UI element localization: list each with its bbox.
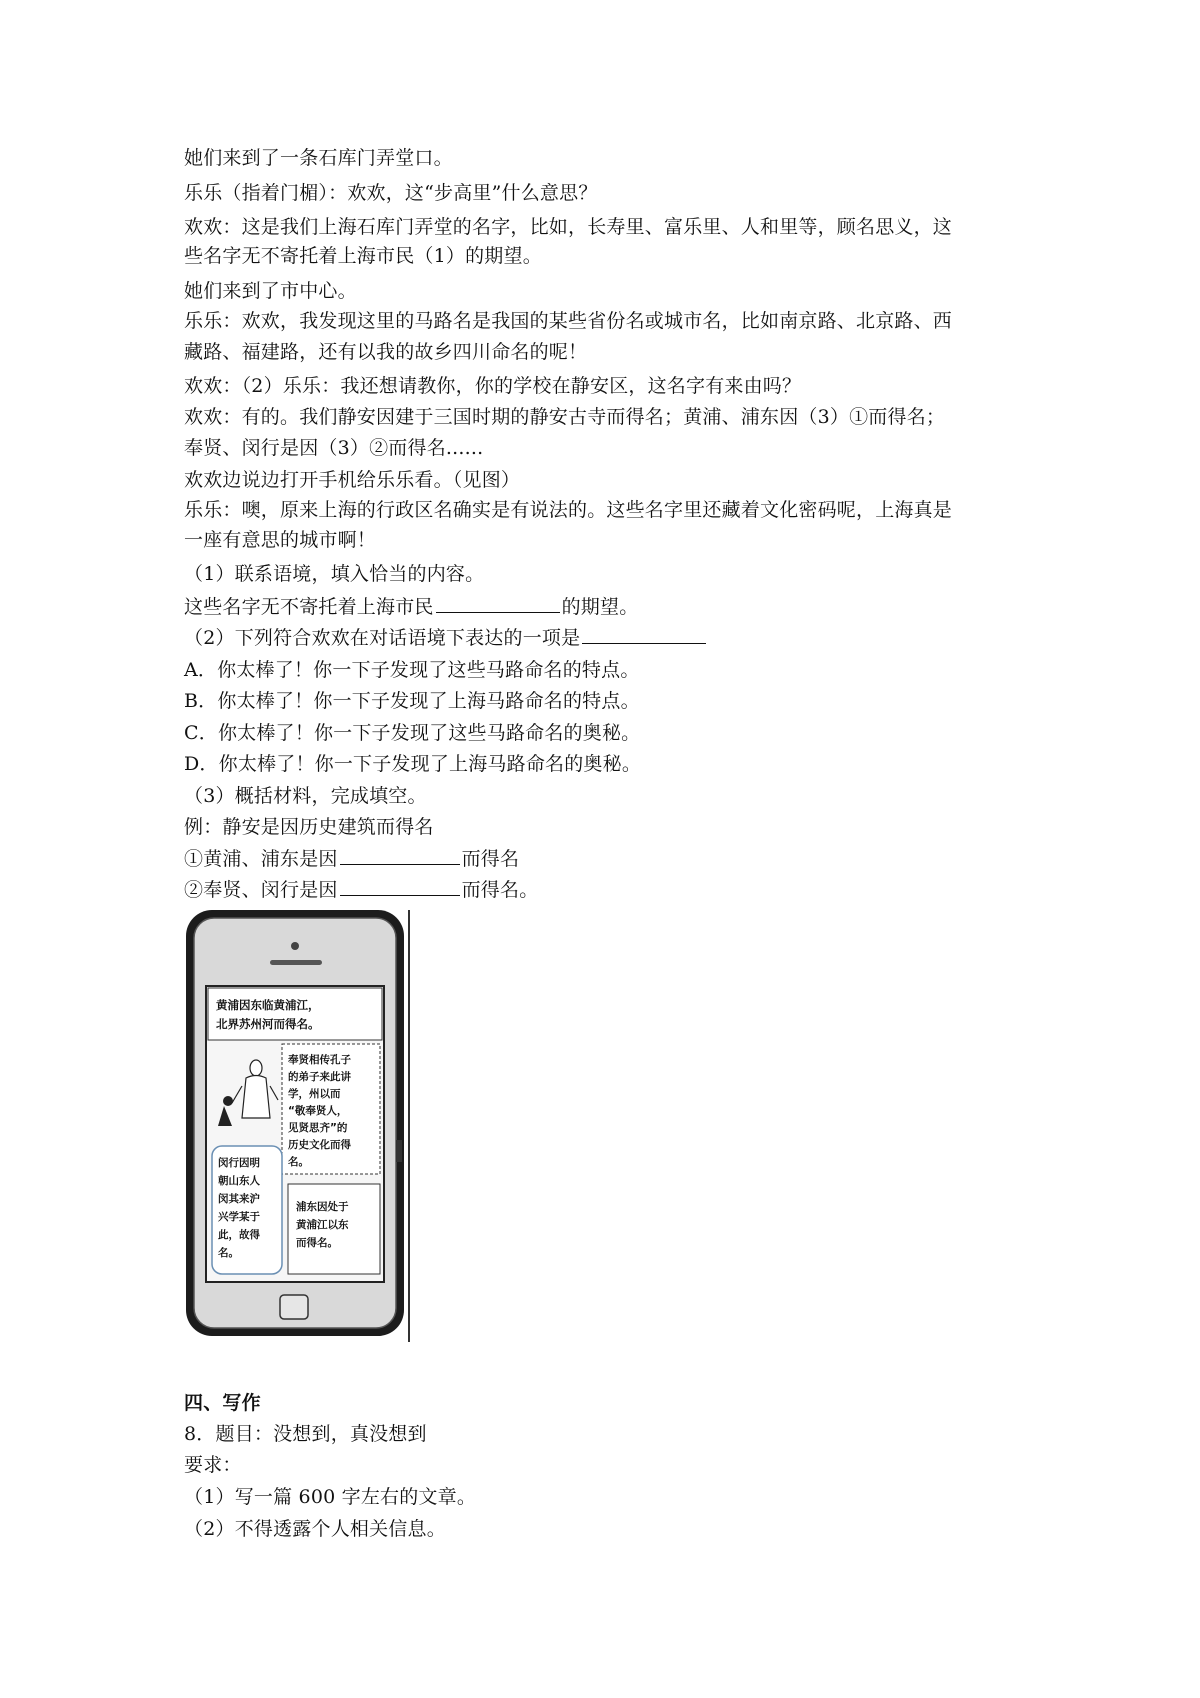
top-text-line-2: 北界苏州河而得名。 [216,1017,320,1031]
right-text-line-2: 的弟子来此讲 [288,1071,351,1083]
paragraph-8: 欢欢边说边打开手机给乐乐看。（见图） [184,469,521,491]
option-a: A．你太棒了！你一下子发现了这些马路命名的特点。 [184,659,640,681]
writing-requirement-1: （1）写一篇 600 字左右的文章。 [184,1486,477,1508]
q3-item2-before: ②奉贤、闵行是因 [184,879,338,901]
q3-item2-after: 而得名。 [461,879,539,901]
question-2-title-row [184,623,708,653]
paragraph-7a: 欢欢：有的。我们静安因建于三国时期的静安古寺而得名；黄浦、浦东因（3）①而得名； [184,406,946,428]
top-text-box [208,988,382,1040]
camera-icon [291,942,299,950]
phone-illustration [184,908,412,1340]
paragraph-2: 乐乐（指着门楣）：欢欢，这“步高里”什么意思？ [184,182,598,204]
question-1-after: 的期望。 [561,596,639,618]
speaker-icon [270,960,322,965]
answer-blank-3b[interactable] [340,875,460,896]
option-b: B．你太棒了！你一下子发现了上海马路命名的特点。 [184,690,640,712]
home-button-icon [280,1295,308,1319]
section-title-writing: 四、写作 [184,1392,261,1414]
right-bottom-line-2: 黄浦江以东 [296,1219,349,1231]
paragraph-3a: 欢欢：这是我们上海石库门弄堂的名字，比如，长寿里、富乐里、人和里等，顾名思义，这 [184,216,953,238]
right-text-line-1: 奉贤相传孔子 [288,1054,351,1066]
question-1-fill [184,592,638,622]
option-d: D．你太棒了！你一下子发现了上海马路命名的奥秘。 [184,753,642,775]
left-bottom-line-4: 兴学某于 [218,1211,260,1223]
q3-item1-before: ①黄浦、浦东是因 [184,848,338,870]
left-bottom-line-2: 朝山东人 [218,1175,260,1187]
question-3-example: 例：静安是因历史建筑而得名 [184,816,434,838]
question-1-title: （1）联系语境，填入恰当的内容。 [184,563,485,585]
paragraph-5b: 藏路、福建路，还有以我的故乡四川命名的呢！ [184,341,588,363]
right-text-line-5: 见贤思齐”的 [288,1122,348,1134]
answer-blank-1[interactable] [436,592,560,613]
question-3-item-2 [184,875,538,905]
writing-requirement-2: （2）不得透露个人相关信息。 [184,1518,446,1540]
question-3-item-1 [184,844,519,874]
paragraph-4: 她们来到了市中心。 [184,280,357,302]
right-bottom-line-3: 而得名。 [296,1237,338,1249]
q3-item1-after: 而得名 [461,848,520,870]
question-3-title: （3）概括材料，完成填空。 [184,785,427,807]
right-bottom-line-1: 浦东因处于 [296,1201,349,1213]
question-2-title: （2）下列符合欢欢在对话语境下表达的一项是 [184,627,581,649]
writing-question-8: 8．题目：没想到，真没想到 [184,1423,427,1445]
paragraph-1: 她们来到了一条石库门弄堂口。 [184,147,453,169]
writing-requirements-title: 要求： [184,1454,242,1476]
right-text-line-4: “敬奉贤人， [288,1105,348,1117]
right-text-line-3: 学，州以而 [288,1088,341,1100]
paragraph-5a: 乐乐：欢欢，我发现这里的马路名是我国的某些省份名或城市名，比如南京路、北京路、西 [184,310,953,332]
question-1-before: 这些名字无不寄托着上海市民 [184,596,434,618]
left-bottom-line-6: 名。 [218,1247,239,1259]
answer-blank-2[interactable] [582,623,706,644]
top-text-line-1: 黄浦因东临黄浦江， [216,998,320,1012]
paragraph-7b: 奉贤、闵行是因（3）②而得名...... [184,437,484,459]
paragraph-9a: 乐乐：噢，原来上海的行政区名确实是有说法的。这些名字里还藏着文化密码呢，上海真是 [184,499,953,521]
option-c: C．你太棒了！你一下子发现了这些马路命名的奥秘。 [184,722,641,744]
side-button-icon [396,1140,402,1162]
left-bottom-line-5: 此，故得 [218,1229,260,1241]
answer-blank-3a[interactable] [340,844,460,865]
paragraph-6: 欢欢：（2）乐乐：我还想请教你，你的学校在静安区，这名字有来由吗？ [184,375,802,397]
phone-svg [184,908,412,1340]
right-text-line-7: 名。 [288,1156,309,1168]
paragraph-3b: 些名字无不寄托着上海市民（1）的期望。 [184,245,542,267]
left-bottom-line-3: 闵其来沪 [218,1193,260,1205]
paragraph-9b: 一座有意思的城市啊！ [184,529,377,551]
left-bottom-line-1: 闵行因明 [218,1157,260,1169]
right-text-line-6: 历史文化而得 [288,1139,351,1151]
